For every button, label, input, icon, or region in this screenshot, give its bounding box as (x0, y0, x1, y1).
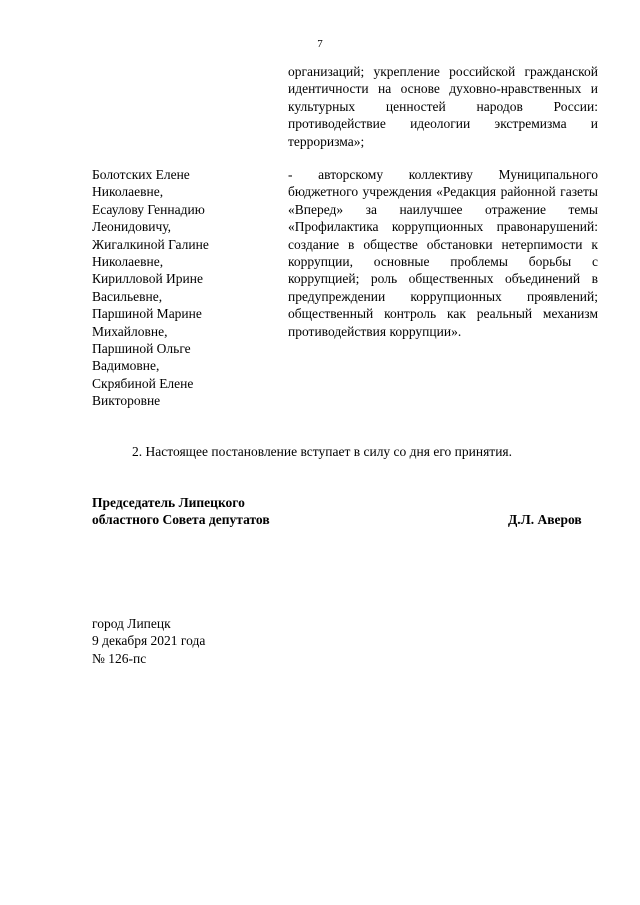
recipient-line: Кирилловой Ирине (92, 271, 203, 287)
recipient-line: Болотских Елене (92, 167, 190, 182)
city: город Липецк (92, 616, 171, 631)
recipient-line: Вадимовне, (92, 358, 160, 374)
recipient-line: Викторовне (92, 393, 161, 409)
recipient-line: Васильевне, (92, 288, 163, 304)
recipients-list (92, 166, 272, 410)
recipient-line: Леонидовичу, (92, 219, 172, 235)
recipient-line: Николаевне, (92, 184, 164, 200)
award-description: - авторскому коллективу Муниципального бюджетного учреждения «Редакция районной газеты «Вперед» за наилучшее отражение темы «Профилактика коррупционных правонарушений: создание в обществе обстановки нетерпимости к коррупции, основные проблемы борьбы с коррупцией; роль общественных объединений в предупреждении коррупционных проявлений; общественный контроль как реальный механизм противодействия коррупции». (288, 167, 598, 339)
recipient-line: Паршиной Ольге (92, 341, 191, 357)
recipient-line: Жигалкиной Галине (92, 236, 209, 252)
signatory-position (92, 494, 270, 529)
signatory-position-line: Председатель Липецкого (92, 495, 245, 510)
document-number: № 126-пс (92, 650, 147, 666)
document-footer (92, 615, 205, 667)
date: 9 декабря 2021 года (92, 633, 206, 649)
recipient-line: Николаевне, (92, 254, 164, 270)
signatory-position-line: областного Совета депутатов (92, 512, 270, 528)
recipient-line: Паршиной Марине (92, 306, 202, 322)
effective-date-clause: 2. Настоящее постановление вступает в силу со дня его принятия. (132, 444, 513, 459)
signatory-name: Д.Л. Аверов (508, 512, 582, 527)
recipient-line: Михайловне, (92, 323, 168, 339)
recipient-line: Есаулову Геннадию (92, 201, 205, 217)
continuation-paragraph: организаций; укрепление российской гражданской идентичности на основе духовно-нравственных и культурных ценностей народов России: противодействие идеологии экстремизма и терроризма»; (288, 64, 598, 149)
recipient-line: Скрябиной Елене (92, 375, 194, 391)
page-number: 7 (317, 38, 323, 50)
